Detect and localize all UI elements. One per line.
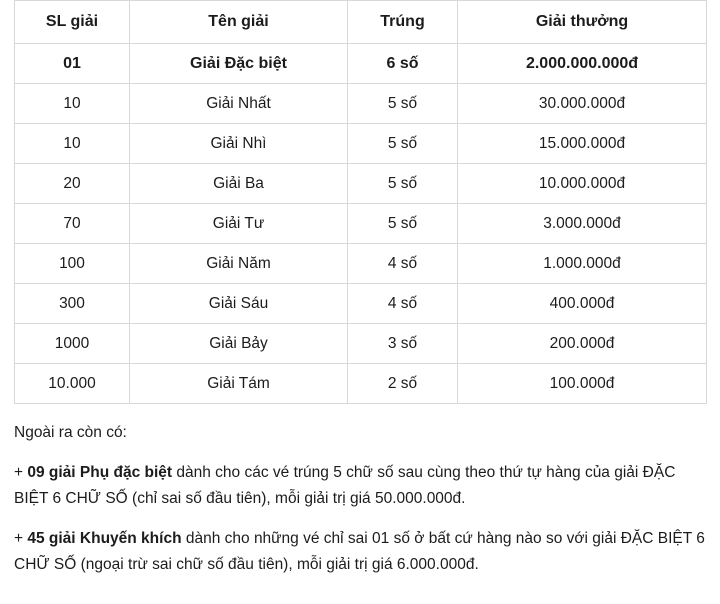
column-header-name: Tên giải: [130, 1, 348, 44]
note-special-extra-rest: dành cho các vé trúng 5 chữ số sau cùng theo thứ tự hàng của giải ĐẶC BIỆT 6 CHỮ SỐ (chỉ sai số đầu tiên), mỗi giải trị giá 50.000.000đ.: [14, 464, 676, 507]
prize-match: 5 số: [348, 204, 458, 244]
prize-amount: 15.000.000đ: [458, 124, 707, 164]
notes-lead: Ngoài ra còn có:: [14, 424, 127, 441]
prize-match: 6 số: [348, 44, 458, 84]
prize-count: 10.000: [15, 364, 130, 404]
table-row: [15, 204, 707, 244]
prize-name: Giải Sáu: [130, 284, 348, 324]
prize-name: Giải Tám: [130, 364, 348, 404]
prize-name: Giải Bảy: [130, 324, 348, 364]
note-special-extra: [14, 460, 706, 512]
prize-count: 70: [15, 204, 130, 244]
note-special-extra-bold: 09 giải Phụ đặc biệt: [27, 464, 173, 481]
prize-amount: 30.000.000đ: [458, 84, 707, 124]
prize-count: 20: [15, 164, 130, 204]
prize-amount: 3.000.000đ: [458, 204, 707, 244]
prize-match: 2 số: [348, 364, 458, 404]
column-header-count: SL giải: [15, 1, 130, 44]
note-consolation-prefix: +: [14, 530, 28, 547]
prize-amount: 200.000đ: [458, 324, 707, 364]
prize-name: Giải Ba: [130, 164, 348, 204]
prize-table: [14, 0, 707, 404]
prize-match: 5 số: [348, 124, 458, 164]
prize-count: 01: [15, 44, 130, 84]
prize-match: 4 số: [348, 244, 458, 284]
prize-amount: 100.000đ: [458, 364, 707, 404]
prize-match: 5 số: [348, 164, 458, 204]
prize-match: 5 số: [348, 84, 458, 124]
table-row: [15, 244, 707, 284]
prize-name: Giải Tư: [130, 204, 348, 244]
note-special-extra-prefix: +: [14, 464, 28, 481]
notes-section: [14, 404, 706, 578]
prize-count: 100: [15, 244, 130, 284]
prize-amount: 400.000đ: [458, 284, 707, 324]
prize-name: Giải Năm: [130, 244, 348, 284]
table-row: [15, 84, 707, 124]
prize-name: Giải Đặc biệt: [130, 44, 348, 84]
column-header-match: Trúng: [348, 1, 458, 44]
table-row: [15, 124, 707, 164]
prize-amount: 10.000.000đ: [458, 164, 707, 204]
prize-table-head: [15, 1, 707, 44]
table-row: [15, 324, 707, 364]
prize-count: 300: [15, 284, 130, 324]
table-row: [15, 44, 707, 84]
prize-count: 10: [15, 124, 130, 164]
prize-match: 4 số: [348, 284, 458, 324]
note-consolation: [14, 526, 706, 578]
table-row: [15, 164, 707, 204]
prize-table-body: [15, 44, 707, 404]
column-header-prize: Giải thưởng: [458, 1, 707, 44]
table-row: [15, 364, 707, 404]
prize-count: 10: [15, 84, 130, 124]
prize-name: Giải Nhất: [130, 84, 348, 124]
note-consolation-rest: dành cho những vé chỉ sai 01 số ở bất cứ hàng nào so với giải ĐẶC BIỆT 6 CHỮ SỐ (ngoại trừ sai chữ số đầu tiên), mỗi giải trị giá 6.000.000đ.: [14, 530, 705, 573]
prize-amount: 1.000.000đ: [458, 244, 707, 284]
note-consolation-bold: 45 giải Khuyến khích: [27, 530, 182, 547]
prize-name: Giải Nhì: [130, 124, 348, 164]
table-row: [15, 284, 707, 324]
prize-count: 1000: [15, 324, 130, 364]
prize-match: 3 số: [348, 324, 458, 364]
prize-amount: 2.000.000.000đ: [458, 44, 707, 84]
table-header-row: [15, 1, 707, 44]
